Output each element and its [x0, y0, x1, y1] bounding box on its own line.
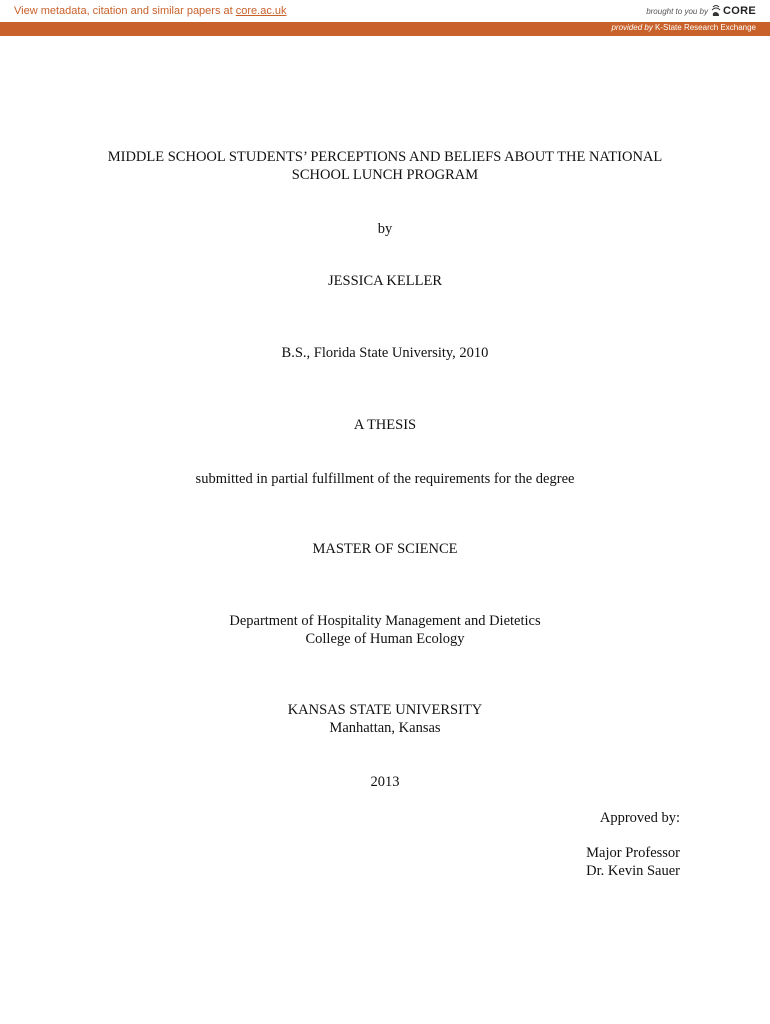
core-view-text: View metadata, citation and similar papers at — [14, 5, 236, 17]
core-view-metadata — [14, 5, 287, 17]
department-name: Department of Hospitality Management and Dietetics — [229, 613, 541, 629]
prior-degree: B.S., Florida State University, 2010 — [281, 345, 489, 361]
document-type: A THESIS — [353, 417, 417, 433]
major-professor-name: Dr. Kevin Sauer — [586, 863, 680, 879]
core-provided-prefix: provided by — [611, 23, 653, 32]
core-logo-text: CORE — [723, 5, 756, 17]
college-name: College of Human Ecology — [305, 631, 465, 647]
core-header — [0, 0, 770, 22]
author-name: JESSICA KELLER — [328, 273, 442, 289]
approved-by-label: Approved by: — [599, 810, 680, 826]
university-name: KANSAS STATE UNIVERSITY — [287, 702, 483, 718]
degree-name: MASTER OF SCIENCE — [312, 541, 458, 557]
core-logo-icon — [711, 4, 721, 18]
year: 2013 — [370, 774, 400, 790]
thesis-title-line-1: MIDDLE SCHOOL STUDENTS’ PERCEPTIONS AND BELIEFS ABOUT THE NATIONAL — [107, 149, 663, 165]
core-brought-text: brought to you by — [646, 6, 709, 16]
university-location: Manhattan, Kansas — [329, 720, 441, 736]
major-professor-label: Major Professor — [586, 845, 680, 861]
core-provided-text — [611, 23, 756, 32]
core-branding — [646, 4, 756, 18]
by-label: by — [377, 221, 393, 237]
core-provided-bar — [0, 22, 770, 36]
thesis-title-line-2: SCHOOL LUNCH PROGRAM — [291, 167, 479, 183]
submission-statement: submitted in partial fulfillment of the requirements for the degree — [195, 471, 575, 487]
core-link[interactable]: core.ac.uk — [235, 5, 287, 17]
core-provided-source: K-State Research Exchange — [655, 23, 756, 32]
